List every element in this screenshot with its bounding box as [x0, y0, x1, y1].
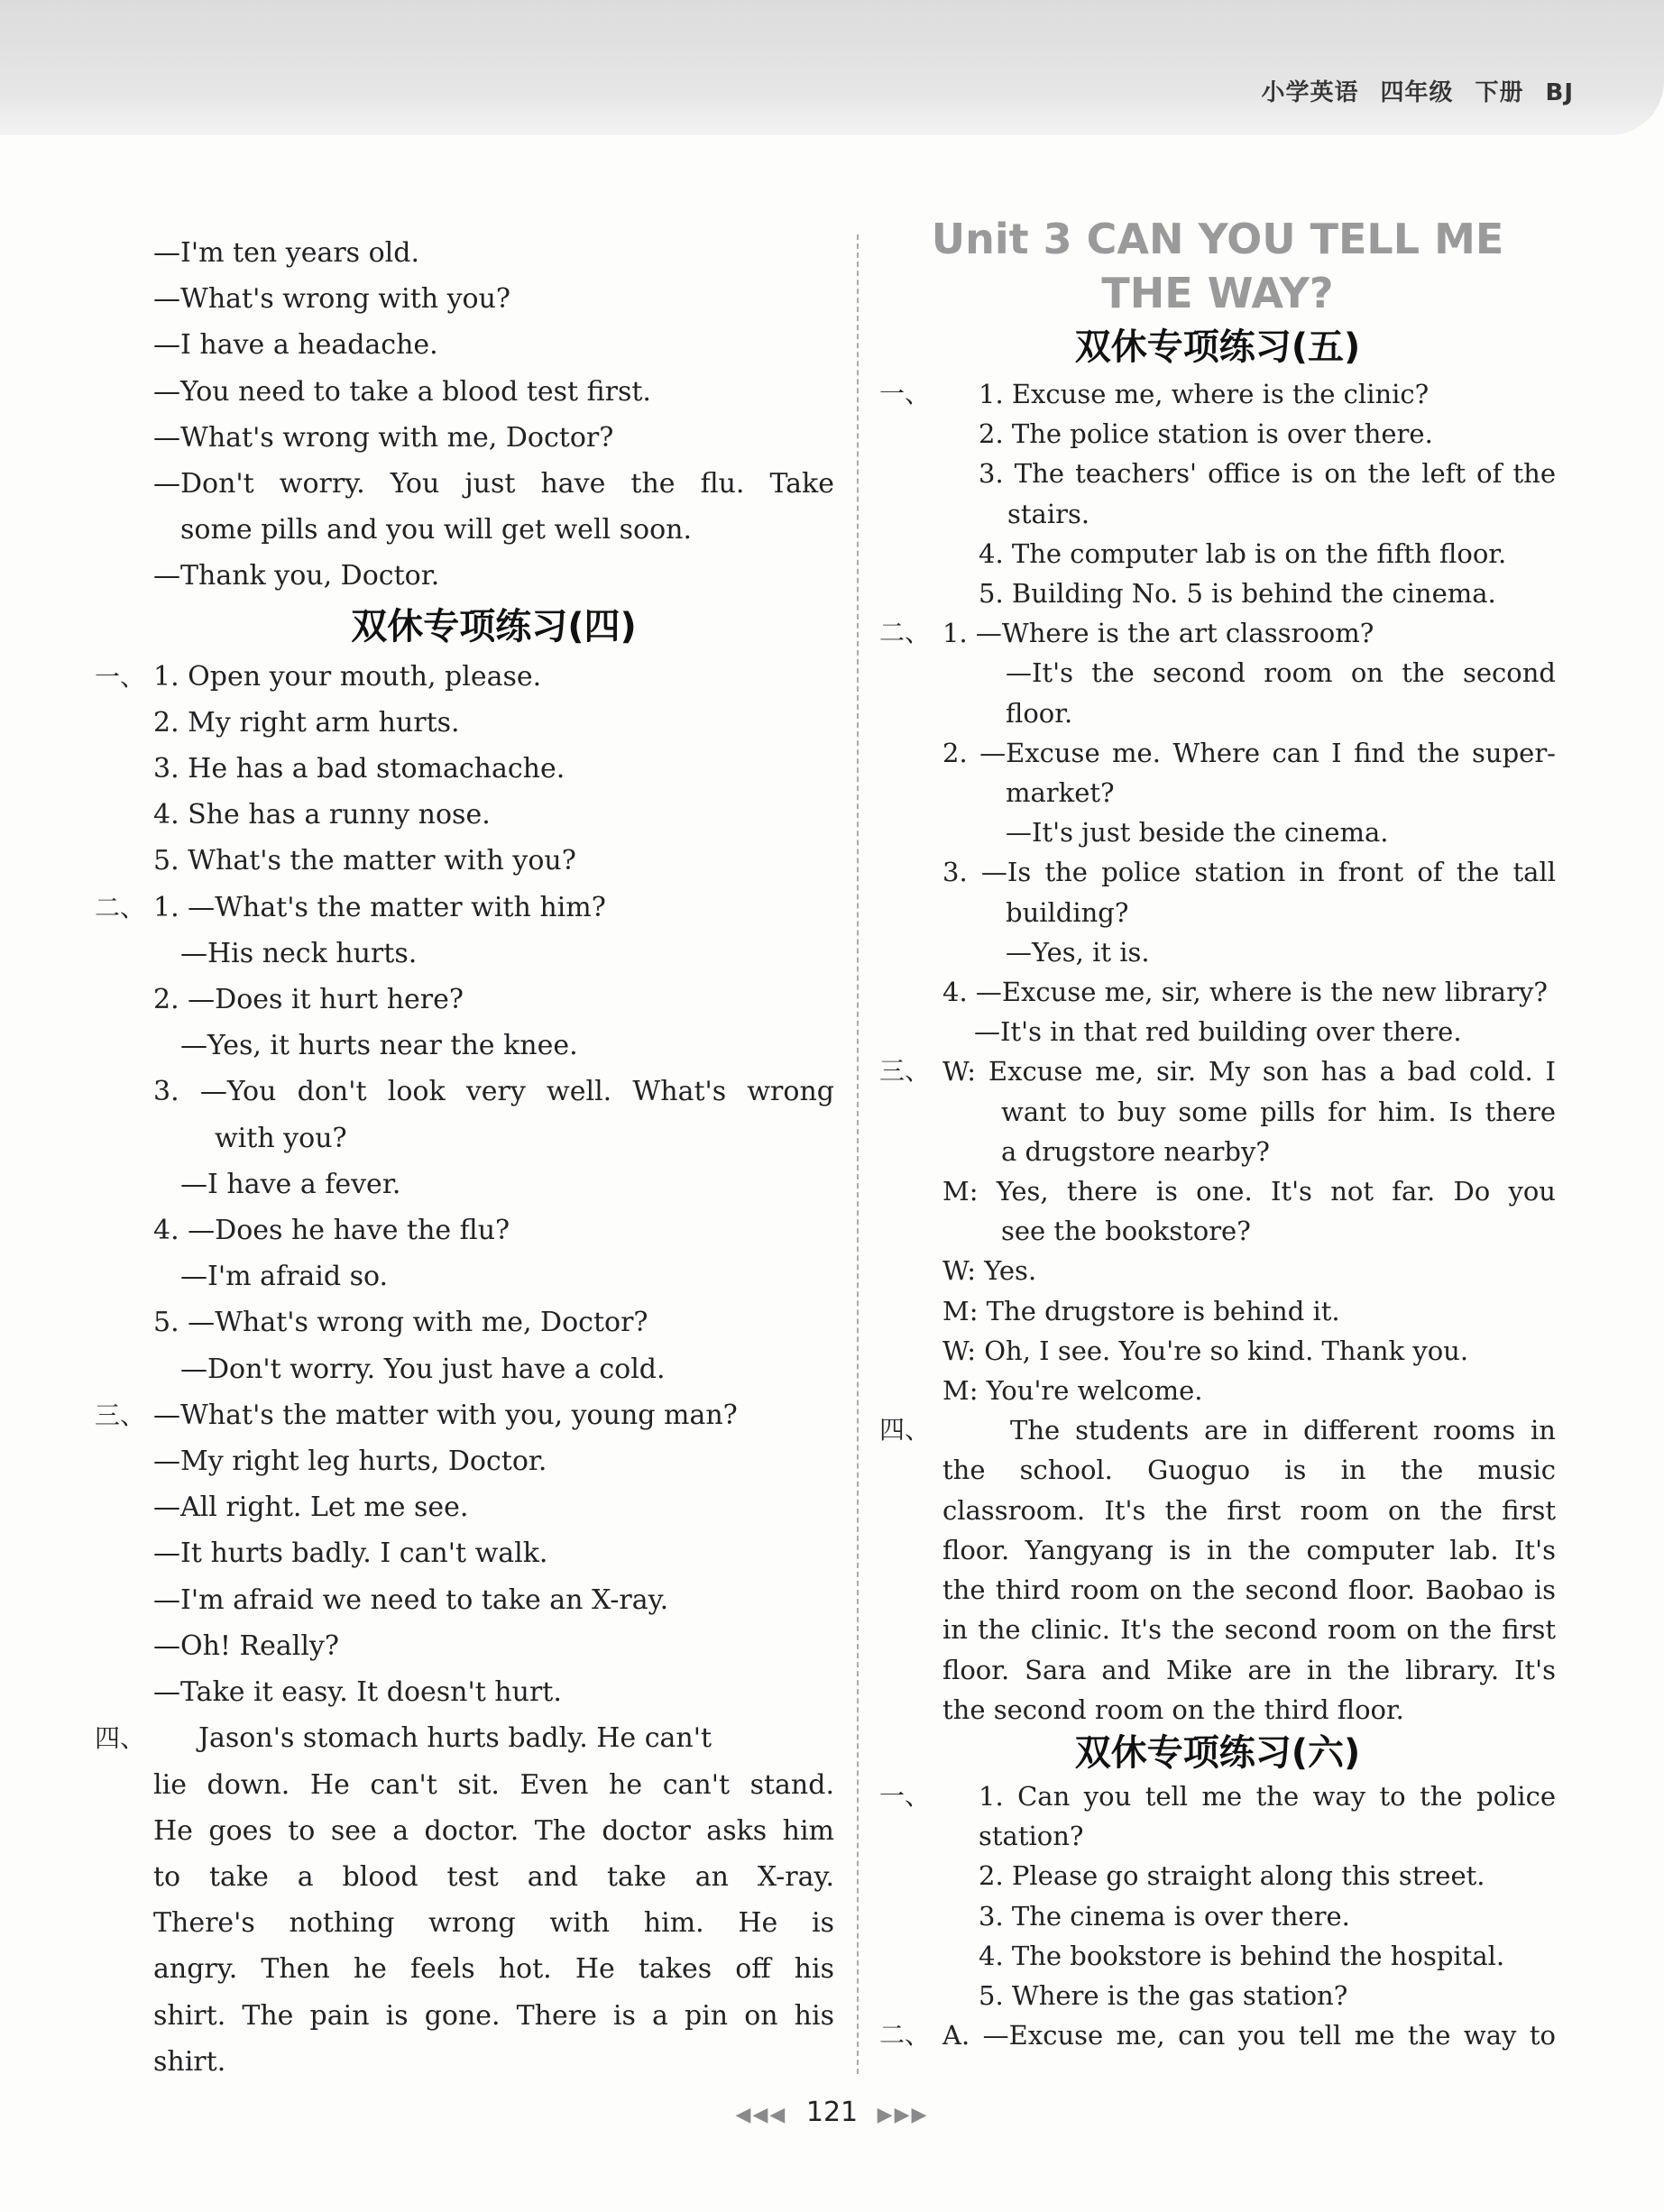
part-marker: 一、: [879, 379, 931, 408]
text-line: A. —Excuse me, can you tell me the way to: [942, 2020, 1556, 2051]
text-line: 3. —You don't look very well. What's wrong: [153, 1076, 834, 1108]
text-line: 5. —What's wrong with me, Doctor?: [153, 1307, 648, 1339]
text-line: 2. Please go straight along this street.: [979, 1860, 1485, 1892]
text-line: —I have a fever.: [180, 1168, 401, 1200]
part-marker: 三、: [879, 1056, 931, 1087]
text-line: —My right leg hurts, Doctor.: [153, 1446, 547, 1478]
text-line: —What's the matter with you, young man?: [153, 1399, 738, 1431]
part-marker: 一、: [95, 661, 146, 692]
part-marker: 一、: [879, 1780, 931, 1811]
part-marker: 三、: [95, 1400, 146, 1430]
text-line: —I'm afraid we need to take an X-ray.: [153, 1583, 669, 1616]
text-line: —I'm ten years old.: [153, 237, 420, 269]
text-line: 1. Excuse me, where is the clinic?: [979, 379, 1430, 409]
text-line: There's nothing wrong with him. He is: [153, 1907, 834, 1940]
text-line: 2. My right arm hurts.: [153, 706, 460, 739]
text-line: 2. —Does it hurt here?: [153, 984, 464, 1016]
part-marker: 二、: [879, 2020, 931, 2051]
text-line: 1. —Where is the art classroom?: [942, 618, 1374, 649]
text-line: —Don't worry. You just have a cold.: [180, 1353, 666, 1385]
text-line: —It's just beside the cinema.: [1006, 817, 1389, 849]
part-marker: 二、: [95, 892, 146, 922]
text-line: lie down. He can't sit. Even he can't stand.: [153, 1768, 834, 1801]
text-line: want to buy some pills for him. Is there: [1001, 1096, 1556, 1127]
part-marker: 二、: [879, 618, 931, 648]
text-line: —What's wrong with me, Doctor?: [153, 421, 614, 454]
right-arrows-icon: ▶▶▶: [877, 2104, 929, 2126]
text-line: market?: [1006, 777, 1115, 809]
header-subject: 小学英语: [1261, 79, 1359, 106]
text-line: shirt.: [153, 2045, 226, 2078]
text-line: in the clinic. It's the second room on the first: [942, 1614, 1556, 1646]
text-line: 4. The computer lab is on the fifth floor.: [979, 537, 1507, 569]
text-line: 5. Where is the gas station?: [979, 1979, 1348, 2011]
unit-title: Unit 3 CAN YOU TELL ME: [931, 215, 1504, 263]
text-line: the second room on the third floor.: [942, 1693, 1404, 1725]
text-line: a drugstore nearby?: [1001, 1135, 1270, 1167]
text-line: M: You're welcome.: [942, 1375, 1203, 1407]
text-line: floor.: [1006, 697, 1073, 729]
text-line: The students are in different rooms in: [1010, 1415, 1556, 1446]
text-line: 5. What's the matter with you?: [153, 845, 576, 877]
column-divider: [857, 234, 859, 2074]
unit-title: THE WAY?: [1101, 269, 1334, 317]
text-line: —I'm afraid so.: [180, 1261, 389, 1293]
text-line: —It's the second room on the second: [1006, 657, 1556, 689]
text-line: classroom. It's the first room on the first: [942, 1494, 1556, 1526]
text-line: 4. She has a runny nose.: [153, 799, 491, 831]
text-line: building?: [1006, 896, 1129, 928]
section-title-5: 双休专项练习(五): [1074, 326, 1361, 368]
text-line: shirt. The pain is gone. There is a pin on his: [153, 1999, 834, 2032]
book-header: [1239, 74, 1574, 107]
text-line: floor. Sara and Mike are in the library. It's: [942, 1654, 1556, 1685]
header-edition: BJ: [1545, 79, 1574, 106]
text-line: —Yes, it is.: [1006, 936, 1150, 968]
page-number: 121: [805, 2097, 859, 2128]
text-line: 1. —What's the matter with him?: [153, 891, 606, 923]
text-line: W: Excuse me, sir. My son has a bad cold. I: [942, 1056, 1556, 1088]
text-line: angry. Then he feels hot. He takes off his: [153, 1953, 834, 1986]
header-band: [0, 0, 1664, 135]
text-line: the school. Guoguo is in the music: [942, 1455, 1556, 1486]
text-line: see the bookstore?: [1001, 1216, 1251, 1247]
text-line: floor. Yangyang is in the computer lab. It's: [942, 1534, 1556, 1565]
left-arrows-icon: ◀◀◀: [735, 2104, 787, 2126]
text-line: He goes to see a doctor. The doctor asks him: [153, 1814, 834, 1847]
text-line: 4. The bookstore is behind the hospital.: [979, 1940, 1505, 1971]
text-line: stairs.: [1007, 498, 1090, 529]
text-line: with you?: [215, 1122, 347, 1154]
text-line: 3. —Is the police station in front of the tall: [942, 857, 1556, 888]
header-volume: 下册: [1475, 79, 1524, 106]
text-line: —Take it easy. It doesn't hurt.: [153, 1676, 562, 1709]
text-line: 2. —Excuse me. Where can I find the super-: [942, 737, 1556, 768]
part-marker: 四、: [95, 1723, 146, 1754]
text-line: —All right. Let me see.: [153, 1491, 469, 1524]
header-grade: 四年级: [1380, 79, 1454, 106]
text-line: —I have a headache.: [153, 329, 438, 362]
text-line: —Thank you, Doctor.: [153, 560, 440, 592]
left-column: [95, 230, 834, 2085]
section-title-6: 双休专项练习(六): [1074, 1731, 1361, 1774]
text-line: the third room on the second floor. Baobao is: [942, 1574, 1556, 1606]
text-line: Jason's stomach hurts badly. He can't: [198, 1722, 712, 1755]
text-line: —You need to take a blood test first.: [153, 375, 651, 408]
text-line: station?: [979, 1821, 1084, 1852]
text-line: —Oh! Really?: [153, 1629, 339, 1662]
text-line: —Yes, it hurts near the knee.: [180, 1030, 578, 1062]
section-title-4: 双休专项练习(四): [351, 605, 637, 647]
text-line: W: Oh, I see. You're so kind. Thank you.: [942, 1335, 1469, 1366]
text-line: 3. The cinema is over there.: [979, 1900, 1350, 1932]
text-line: M: Yes, there is one. It's not far. Do you: [942, 1176, 1556, 1207]
text-line: —Don't worry. You just have the flu. Take: [153, 468, 834, 500]
text-line: —It's in that red building over there.: [974, 1016, 1462, 1048]
page-footer: [0, 2097, 1664, 2128]
text-line: —His neck hurts.: [180, 937, 418, 969]
text-line: —It hurts badly. I can't walk.: [153, 1537, 548, 1570]
text-line: 4. —Does he have the flu?: [153, 1215, 510, 1247]
text-line: 3. The teachers' office is on the left of the: [979, 458, 1556, 490]
right-column: [879, 215, 1556, 2055]
text-line: M: The drugstore is behind it.: [942, 1295, 1340, 1326]
text-line: 5. Building No. 5 is behind the cinema.: [979, 578, 1496, 610]
text-line: some pills and you will get well soon.: [180, 514, 693, 546]
text-line: W: Yes.: [942, 1255, 1037, 1287]
text-line: —What's wrong with you?: [153, 283, 511, 316]
text-line: 1. Can you tell me the way to the police: [979, 1780, 1556, 1812]
part-marker: 四、: [879, 1415, 931, 1446]
text-line: 3. He has a bad stomachache.: [153, 753, 565, 785]
text-line: 4. —Excuse me, sir, where is the new library?: [942, 977, 1548, 1008]
text-line: to take a blood test and take an X-ray.: [153, 1860, 834, 1893]
text-line: 1. Open your mouth, please.: [153, 660, 542, 693]
text-line: 2. The police station is over there.: [979, 418, 1433, 450]
